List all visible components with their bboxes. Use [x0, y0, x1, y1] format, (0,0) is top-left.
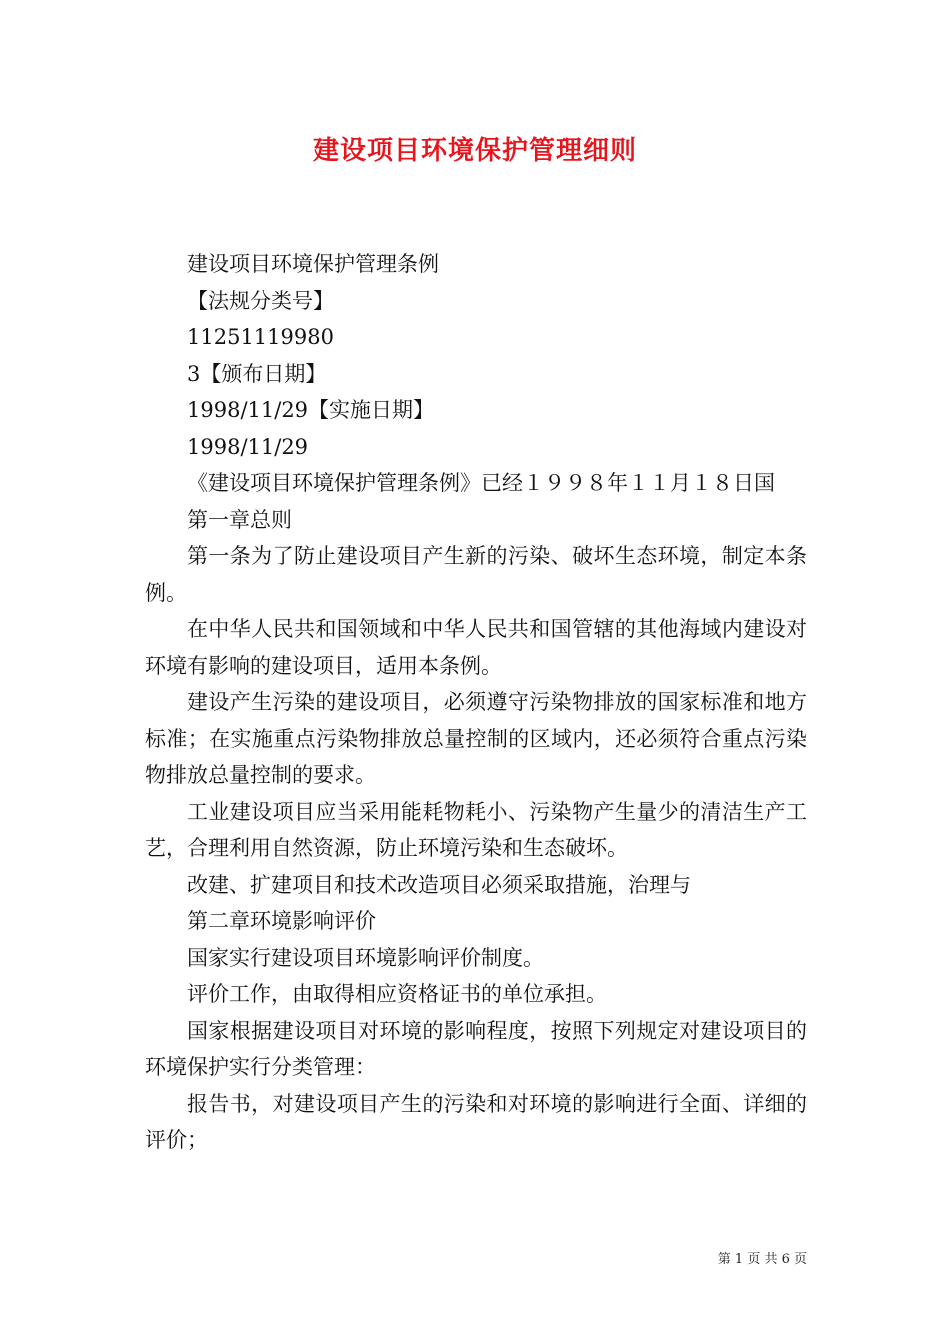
paragraph: 改建、扩建项目和技术改造项目必须采取措施，治理与 — [187, 872, 691, 897]
paragraph: 第一条为了防止建设项目产生新的污染、破坏生态环境，制定本条例。 — [145, 544, 807, 605]
paragraph: 1998/11/29【实施日期】 — [187, 398, 435, 422]
paragraph: 【法规分类号】 — [187, 288, 334, 313]
paragraph: 建设项目环境保护管理条例 — [187, 252, 439, 276]
paragraph: 报告书，对建设项目产生的污染和对环境的影响进行全面、详细的评价； — [145, 1091, 807, 1152]
page-title: 建设项目环境保护管理细则 — [312, 136, 637, 166]
paragraph: 建设产生污染的建设项目，必须遵守污染物排放的国家标准和地方标准；在实施重点污染物排放总量控制的区域内，还必须符合重点污染物排放总量控制的要求。 — [145, 690, 807, 787]
paragraph: 第二章环境影响评价 — [187, 909, 376, 933]
paragraph: 《建设项目环境保护管理条例》已经１９９８年１１月１８日国 — [187, 471, 775, 495]
paragraph: 国家实行建设项目环境影响评价制度。 — [187, 945, 544, 970]
paragraph: 工业建设项目应当采用能耗物耗小、污染物产生量少的清洁生产工艺，合理利用自然资源，防止环境污染和生态破坏。 — [145, 799, 807, 860]
paragraph: 3【颁布日期】 — [187, 361, 327, 386]
paragraph: 国家根据建设项目对环境的影响程度，按照下列规定对建设项目的环境保护实行分类管理： — [145, 1018, 807, 1079]
paragraph: 11251119980 — [187, 325, 334, 349]
paragraph: 1998/11/29 — [187, 434, 309, 459]
page-number: 第 1 页 共 6 页 — [717, 1252, 807, 1267]
paragraph: 在中华人民共和国领域和中华人民共和国管辖的其他海域内建设对环境有影响的建设项目，适用本条例。 — [145, 617, 807, 678]
paragraph: 第一章总则 — [187, 507, 292, 532]
document-body — [145, 246, 807, 1159]
paragraph: 评价工作，由取得相应资格证书的单位承担。 — [187, 982, 607, 1006]
